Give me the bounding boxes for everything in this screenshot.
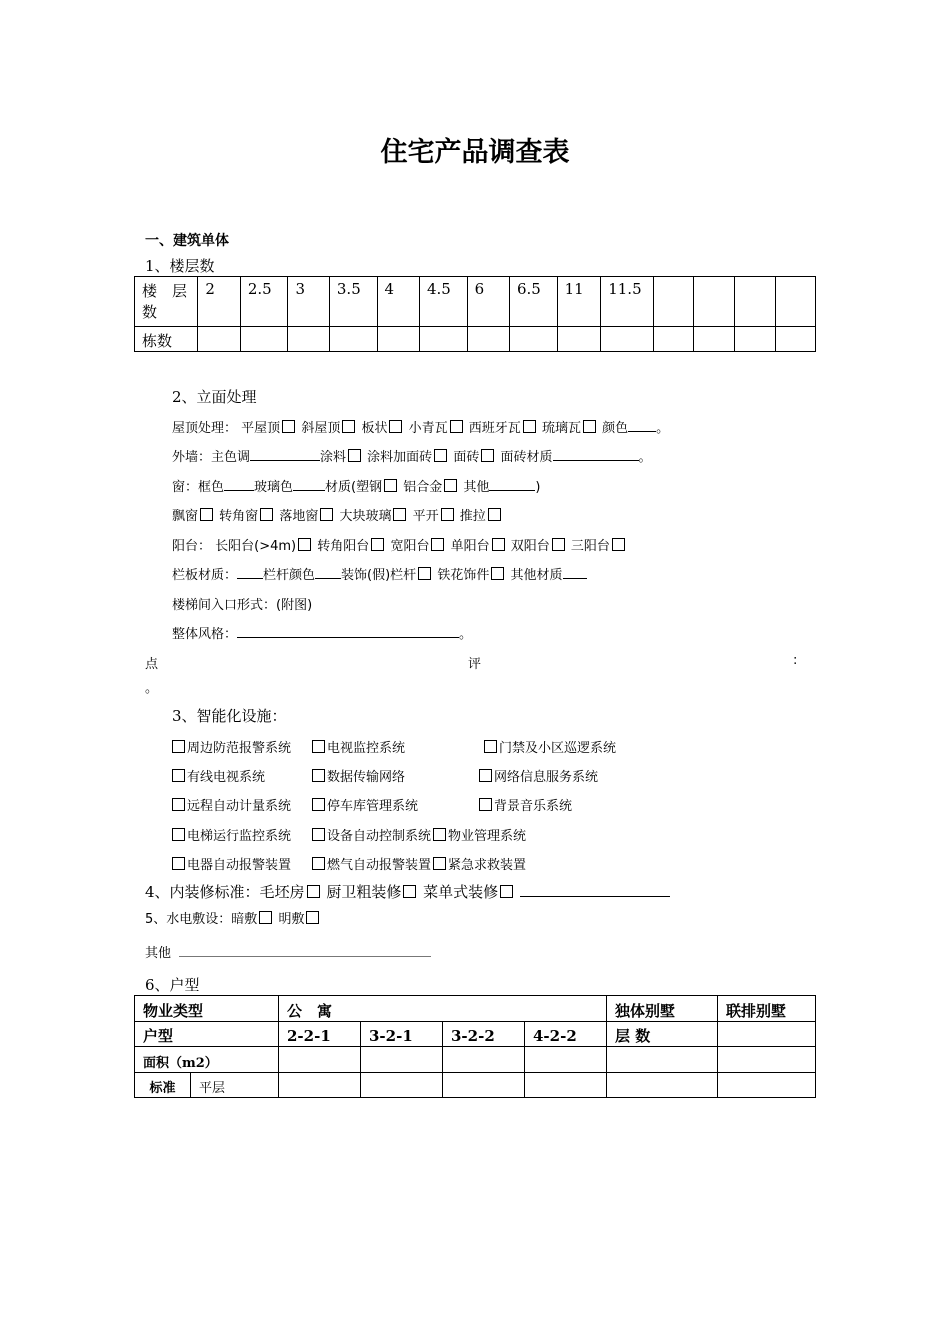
table-cell[interactable]	[361, 1047, 443, 1073]
building-count-header: 栋数	[135, 327, 198, 352]
unit-type-cell: 2-2-1	[279, 1022, 361, 1047]
floor-cell[interactable]: 6	[467, 277, 509, 327]
table-cell[interactable]	[718, 1073, 816, 1098]
blank-field[interactable]	[293, 478, 325, 491]
checkbox[interactable]	[307, 885, 320, 898]
checkbox[interactable]	[433, 857, 446, 870]
checkbox[interactable]	[260, 508, 273, 521]
count-cell[interactable]	[288, 327, 329, 352]
blank-field[interactable]	[237, 566, 263, 579]
floor-cell[interactable]: 6.5	[509, 277, 557, 327]
checkbox[interactable]	[450, 420, 463, 433]
roof-line: 屋顶处理： 平屋顶 斜屋顶 板状 小青瓦 西班牙瓦 琉璃瓦 颜色 。	[172, 421, 670, 436]
review-label-c: :	[793, 653, 798, 668]
blank-field[interactable]	[628, 419, 656, 432]
area-header: 面积（m2）	[135, 1047, 279, 1073]
checkbox[interactable]	[523, 420, 536, 433]
checkbox[interactable]	[200, 508, 213, 521]
blank-field[interactable]	[563, 566, 587, 579]
checkbox[interactable]	[312, 740, 325, 753]
floors-header-cell: 楼 层 数	[135, 277, 198, 327]
unit-type-cell: 4-2-2	[525, 1022, 607, 1047]
other-field[interactable]	[179, 944, 431, 957]
checkbox[interactable]	[320, 508, 333, 521]
smart-row: 电视监控系统	[312, 737, 405, 756]
count-cell[interactable]	[601, 327, 654, 352]
checkbox[interactable]	[484, 740, 497, 753]
railing-line: 栏板材质： 栏杆颜色 装饰(假)栏杆 铁花饰件 其他材质	[172, 564, 587, 583]
floor-cell[interactable]	[735, 277, 775, 327]
blank-field[interactable]	[315, 566, 341, 579]
apartment-header: 公 寓	[279, 996, 607, 1022]
count-cell[interactable]	[329, 327, 377, 352]
count-cell[interactable]	[775, 327, 815, 352]
window-type-line: 飘窗 转角窗 落地窗 大块玻璃 平开 推拉	[172, 505, 503, 524]
checkbox[interactable]	[342, 420, 355, 433]
checkbox[interactable]	[348, 449, 361, 462]
checkbox[interactable]	[479, 798, 492, 811]
unit-type-table	[134, 995, 816, 1098]
smart-row: 数据传输网络	[312, 766, 405, 785]
checkbox[interactable]	[583, 420, 596, 433]
count-cell[interactable]	[653, 327, 693, 352]
checkbox[interactable]	[298, 538, 311, 551]
wall-line: 外墙：主色调 涂料 涂料加面砖 面砖 面砖材质 。	[172, 450, 652, 465]
checkbox[interactable]	[441, 508, 454, 521]
window-line: 窗：框色 玻璃色 材质(塑钢 铝合金 其他 )	[172, 480, 541, 495]
balcony-line: 阳台： 长阳台(>4m) 转角阳台 宽阳台 单阳台 双阳台 三阳台	[172, 535, 627, 554]
q2-label: 2、立面处理	[172, 388, 257, 406]
unit-type-cell: 3-2-1	[361, 1022, 443, 1047]
review-label-b: 评	[468, 657, 482, 672]
smart-row: 设备自动控制系统 物业管理系统	[312, 825, 526, 844]
smart-row: 门禁及小区巡逻系统	[484, 737, 616, 756]
checkbox[interactable]	[172, 740, 185, 753]
blank-field[interactable]	[489, 478, 535, 491]
checkbox[interactable]	[491, 567, 504, 580]
checkbox[interactable]	[312, 798, 325, 811]
floor-cell[interactable]: 2	[198, 277, 240, 327]
checkbox[interactable]	[492, 538, 505, 551]
smart-row: 周边防范报警系统	[172, 737, 291, 756]
table-cell[interactable]	[443, 1073, 525, 1098]
blank-field[interactable]	[250, 448, 320, 461]
q1-label: 1、楼层数	[145, 257, 215, 275]
q4-line: 4、内装修标准：毛坯房 厨卫粗装修 菜单式装修	[145, 881, 670, 902]
count-cell[interactable]	[419, 327, 467, 352]
property-type-header: 物业类型	[135, 996, 279, 1022]
blank-field[interactable]	[553, 448, 639, 461]
smart-row: 停车库管理系统	[312, 795, 418, 814]
checkbox[interactable]	[312, 769, 325, 782]
table-cell[interactable]	[718, 1022, 816, 1047]
checkbox[interactable]	[434, 449, 447, 462]
count-cell[interactable]	[467, 327, 509, 352]
checkbox[interactable]	[444, 479, 457, 492]
checkbox[interactable]	[500, 885, 513, 898]
checkbox[interactable]	[389, 420, 402, 433]
checkbox[interactable]	[612, 538, 625, 551]
checkbox[interactable]	[259, 911, 272, 924]
table-cell[interactable]	[279, 1073, 361, 1098]
q5-line: 5、水电敷设：暗敷 明敷	[145, 908, 321, 927]
checkbox[interactable]	[552, 538, 565, 551]
floor-cell[interactable]: 4.5	[419, 277, 467, 327]
unit-header: 户型	[135, 1022, 279, 1047]
table-cell[interactable]	[718, 1047, 816, 1073]
floor-cell[interactable]: 11	[557, 277, 601, 327]
smart-row: 燃气自动报警装置 紧急求救装置	[312, 854, 526, 873]
review-label-d: 。	[145, 681, 159, 696]
blank-field[interactable]	[520, 884, 670, 897]
unit-type-cell: 3-2-2	[443, 1022, 525, 1047]
count-cell[interactable]	[240, 327, 288, 352]
checkbox[interactable]	[371, 538, 384, 551]
count-cell[interactable]	[735, 327, 775, 352]
checkbox[interactable]	[418, 567, 431, 580]
q3-label: 3、智能化设施：	[172, 707, 287, 725]
count-cell[interactable]	[509, 327, 557, 352]
smart-row: 背景音乐系统	[479, 795, 572, 814]
floor-cell[interactable]: 3.5	[329, 277, 377, 327]
checkbox[interactable]	[481, 449, 494, 462]
smart-row: 电梯运行监控系统	[172, 825, 291, 844]
q6-label: 6、户型	[145, 976, 200, 994]
stair-line: 楼梯间入口形式：(附图)	[172, 598, 313, 613]
review-label-a: 点	[145, 657, 159, 672]
smart-row: 电器自动报警装置	[172, 854, 291, 873]
checkbox[interactable]	[172, 798, 185, 811]
checkbox[interactable]	[172, 828, 185, 841]
floor-cell[interactable]	[653, 277, 693, 327]
checkbox[interactable]	[384, 479, 397, 492]
count-cell[interactable]	[557, 327, 601, 352]
smart-row: 远程自动计量系统	[172, 795, 291, 814]
flat-header: 平层	[191, 1073, 279, 1098]
checkbox[interactable]	[282, 420, 295, 433]
table-cell[interactable]	[607, 1047, 718, 1073]
checkbox[interactable]	[479, 769, 492, 782]
townhouse-header: 联排别墅	[718, 996, 816, 1022]
checkbox[interactable]	[306, 911, 319, 924]
floor-cell[interactable]: 11.5	[601, 277, 654, 327]
blank-field[interactable]	[224, 478, 254, 491]
smart-row: 有线电视系统	[172, 766, 265, 785]
page-title: 住宅产品调查表	[380, 137, 570, 168]
table-cell[interactable]	[525, 1073, 607, 1098]
checkbox[interactable]	[488, 508, 501, 521]
standard-header: 标准	[135, 1073, 191, 1098]
floor-cell[interactable]	[694, 277, 735, 327]
section-heading: 一、建筑单体	[145, 233, 229, 249]
count-cell[interactable]	[377, 327, 419, 352]
checkbox[interactable]	[172, 769, 185, 782]
table-cell[interactable]	[607, 1073, 718, 1098]
other-line: 其他	[145, 942, 431, 961]
count-cell[interactable]	[198, 327, 240, 352]
smart-row: 网络信息服务系统	[479, 766, 598, 785]
checkbox[interactable]	[431, 538, 444, 551]
table-cell[interactable]	[279, 1047, 361, 1073]
checkbox[interactable]	[433, 828, 446, 841]
count-cell[interactable]	[694, 327, 735, 352]
table-cell[interactable]	[443, 1047, 525, 1073]
table-cell[interactable]	[361, 1073, 443, 1098]
villa-header: 独体别墅	[607, 996, 718, 1022]
floor-cell[interactable]: 2.5	[240, 277, 288, 327]
floor-cell[interactable]	[775, 277, 815, 327]
floor-count-header: 层 数	[607, 1022, 718, 1047]
checkbox[interactable]	[312, 828, 325, 841]
checkbox[interactable]	[312, 857, 325, 870]
floor-cell[interactable]: 3	[288, 277, 329, 327]
floors-table	[134, 276, 816, 352]
table-cell[interactable]	[525, 1047, 607, 1073]
checkbox[interactable]	[393, 508, 406, 521]
floor-cell[interactable]: 4	[377, 277, 419, 327]
style-line: 整体风格： 。	[172, 627, 473, 642]
checkbox[interactable]	[172, 857, 185, 870]
style-field[interactable]	[237, 625, 459, 638]
checkbox[interactable]	[403, 885, 416, 898]
